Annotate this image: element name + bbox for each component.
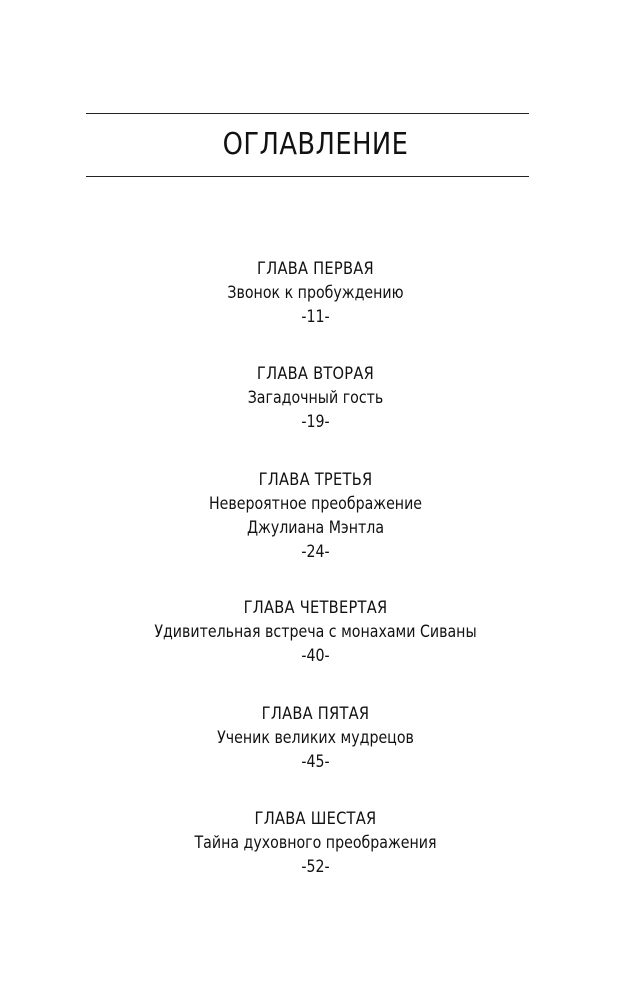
chapter-heading: ГЛАВА ШЕСТАЯ xyxy=(254,809,377,829)
toc-entry-2[interactable] xyxy=(44,362,587,434)
chapter-page-number: -52- xyxy=(301,857,330,876)
chapter-subtitle: Звонок к пробуждению xyxy=(227,283,404,302)
chapter-page-number: -45- xyxy=(301,752,330,771)
chapter-heading: ГЛАВА ПЕРВАЯ xyxy=(257,259,374,279)
toc-entry-6[interactable] xyxy=(44,807,587,879)
toc-entry-1[interactable] xyxy=(44,257,587,329)
title-top-rule xyxy=(86,113,529,114)
chapter-page-number: -19- xyxy=(301,412,330,431)
chapter-subtitle: Удивительная встреча с монахами Сиваны xyxy=(154,622,477,641)
title-bottom-rule xyxy=(86,176,529,177)
chapter-subtitle: Ученик великих мудрецов xyxy=(217,728,414,747)
chapter-page-number: -11- xyxy=(301,307,330,326)
chapter-subtitle: Тайна духовного преображения xyxy=(194,833,437,852)
chapter-subtitle: Загадочный гость xyxy=(247,388,384,407)
chapter-heading: ГЛАВА ЧЕТВЕРТАЯ xyxy=(243,598,388,618)
toc-entry-5[interactable] xyxy=(44,702,587,774)
toc-entry-4[interactable] xyxy=(44,596,587,668)
chapter-subtitle: Джулиана Мэнтла xyxy=(246,518,385,537)
chapter-page-number: -24- xyxy=(301,542,330,561)
chapter-heading: ГЛАВА ТРЕТЬЯ xyxy=(258,470,373,490)
chapter-subtitle: Невероятное преображение xyxy=(208,494,423,513)
page-title: ОГЛАВЛЕНИЕ xyxy=(222,127,409,162)
toc-entry-3[interactable] xyxy=(44,468,587,564)
chapter-heading: ГЛАВА ВТОРАЯ xyxy=(256,364,375,384)
chapter-heading: ГЛАВА ПЯТАЯ xyxy=(261,704,370,724)
chapter-page-number: -40- xyxy=(301,646,330,665)
